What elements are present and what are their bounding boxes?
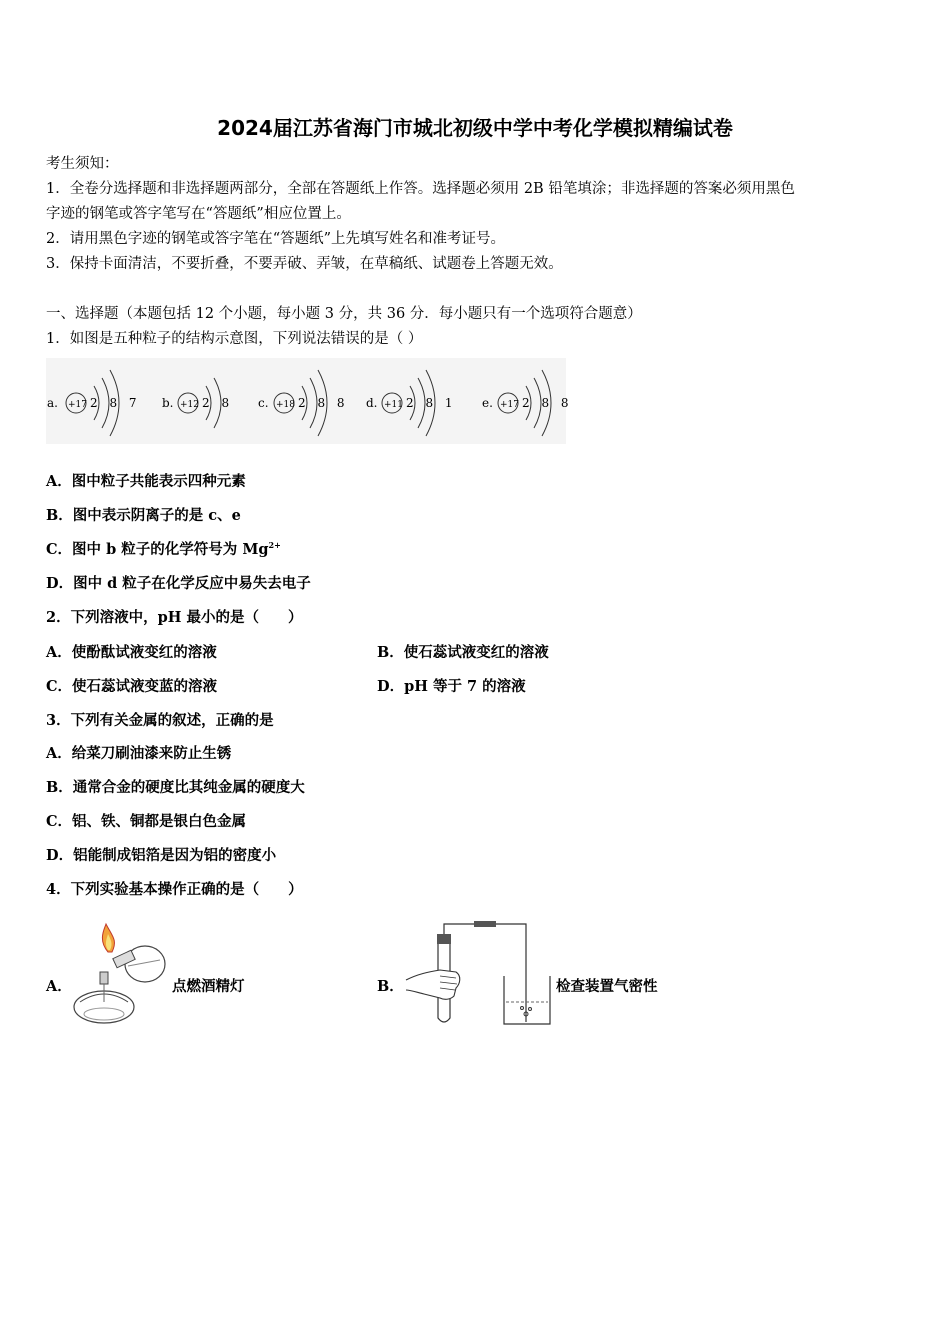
- notice-heading: 考生须知：: [46, 156, 119, 172]
- notice-item-2: 2．请用黑色字迹的钢笔或答字笔在“答题纸”上先填写姓名和准考证号。: [46, 231, 506, 247]
- atom-a-label: a.: [47, 396, 58, 410]
- atom-d-nucleus: +11: [384, 400, 403, 410]
- question-4-stem: 4．下列实验基本操作正确的是（ ）: [46, 881, 303, 898]
- question-3-option-d: D．铝能制成铝箔是因为铝的密度小: [46, 847, 277, 864]
- atom-e-nucleus: +17: [500, 400, 519, 410]
- question-4-option-a-caption: 点燃酒精灯: [172, 978, 245, 995]
- question-3-option-b: B．通常合金的硬度比其纯金属的硬度大: [46, 779, 305, 796]
- question-1-option-d: D．图中 d 粒子在化学反应中易失去电子: [46, 575, 311, 592]
- page-title: 2024届江苏省海门市城北初级中学中考化学模拟精编试卷: [217, 116, 733, 140]
- question-4-option-b-label: B．: [377, 978, 404, 995]
- question-2-option-c: C．使石蕊试液变蓝的溶液: [46, 678, 218, 695]
- atom-e-shells: 2 8 8: [522, 396, 573, 410]
- atom-a-nucleus: +17: [68, 400, 87, 410]
- atom-structure-figure: [46, 358, 573, 444]
- question-3-option-a: A．给菜刀刷油漆来防止生锈: [46, 745, 232, 762]
- question-1-stem: 1．如图是五种粒子的结构示意图，下列说法错误的是（ ）: [46, 331, 423, 347]
- alcohol-lamp-figure: [70, 922, 170, 1030]
- atom-b-shells: 2 8: [202, 396, 234, 410]
- atom-a-shells: 2 8 7: [90, 396, 141, 410]
- notice-item-1-line-2: 字迹的钢笔或答字笔写在“答题纸”相应位置上。: [46, 206, 351, 222]
- airtightness-apparatus-figure: [404, 918, 554, 1030]
- question-4-option-a-label: A．: [46, 978, 72, 995]
- atom-b-label: b.: [162, 396, 174, 410]
- atom-c-label: c.: [258, 396, 269, 410]
- atom-d-shells: 2 8 1: [406, 396, 457, 410]
- question-1-option-a: A．图中粒子共能表示四种元素: [46, 473, 246, 490]
- atom-c-shells: 2 8 8: [298, 396, 349, 410]
- charge-superscript: 2+: [268, 540, 281, 551]
- question-1-option-b: B．图中表示阴离子的是 c、e: [46, 507, 241, 524]
- question-2-option-d: D．pH 等于 7 的溶液: [377, 678, 526, 695]
- notice-item-3: 3．保持卡面清洁，不要折叠，不要弄破、弄皱，在草稿纸、试题卷上答题无效。: [46, 256, 563, 272]
- question-1-option-c: [46, 538, 281, 559]
- question-3-option-c: C．铝、铁、铜都是银白色金属: [46, 813, 247, 830]
- atom-c-nucleus: +18: [276, 400, 295, 410]
- question-2-option-a: A．使酚酞试液变红的溶液: [46, 644, 217, 661]
- notice-item-1-line-1: 1．全卷分选择题和非选择题两部分，全部在答题纸上作答。选择题必须用 2B 铅笔填涂；非选择题的答案必须用黑色: [46, 181, 795, 197]
- atom-b-nucleus: +12: [180, 400, 199, 410]
- question-4-option-b-caption: 检查装置气密性: [556, 978, 658, 995]
- section-heading: 一、选择题（本题包括 12 个小题，每小题 3 分，共 36 分．每小题只有一个选项符合题意）: [46, 306, 642, 322]
- atom-d-label: d.: [366, 396, 378, 410]
- question-1-option-c-text: C．图中 b 粒子的化学符号为 Mg: [46, 541, 269, 558]
- question-2-option-b: B．使石蕊试液变红的溶液: [377, 644, 549, 661]
- question-2-stem: 2．下列溶液中，pH 最小的是（ ）: [46, 609, 303, 626]
- question-3-stem: 3．下列有关金属的叙述，正确的是: [46, 712, 274, 729]
- atom-e-label: e.: [482, 396, 493, 410]
